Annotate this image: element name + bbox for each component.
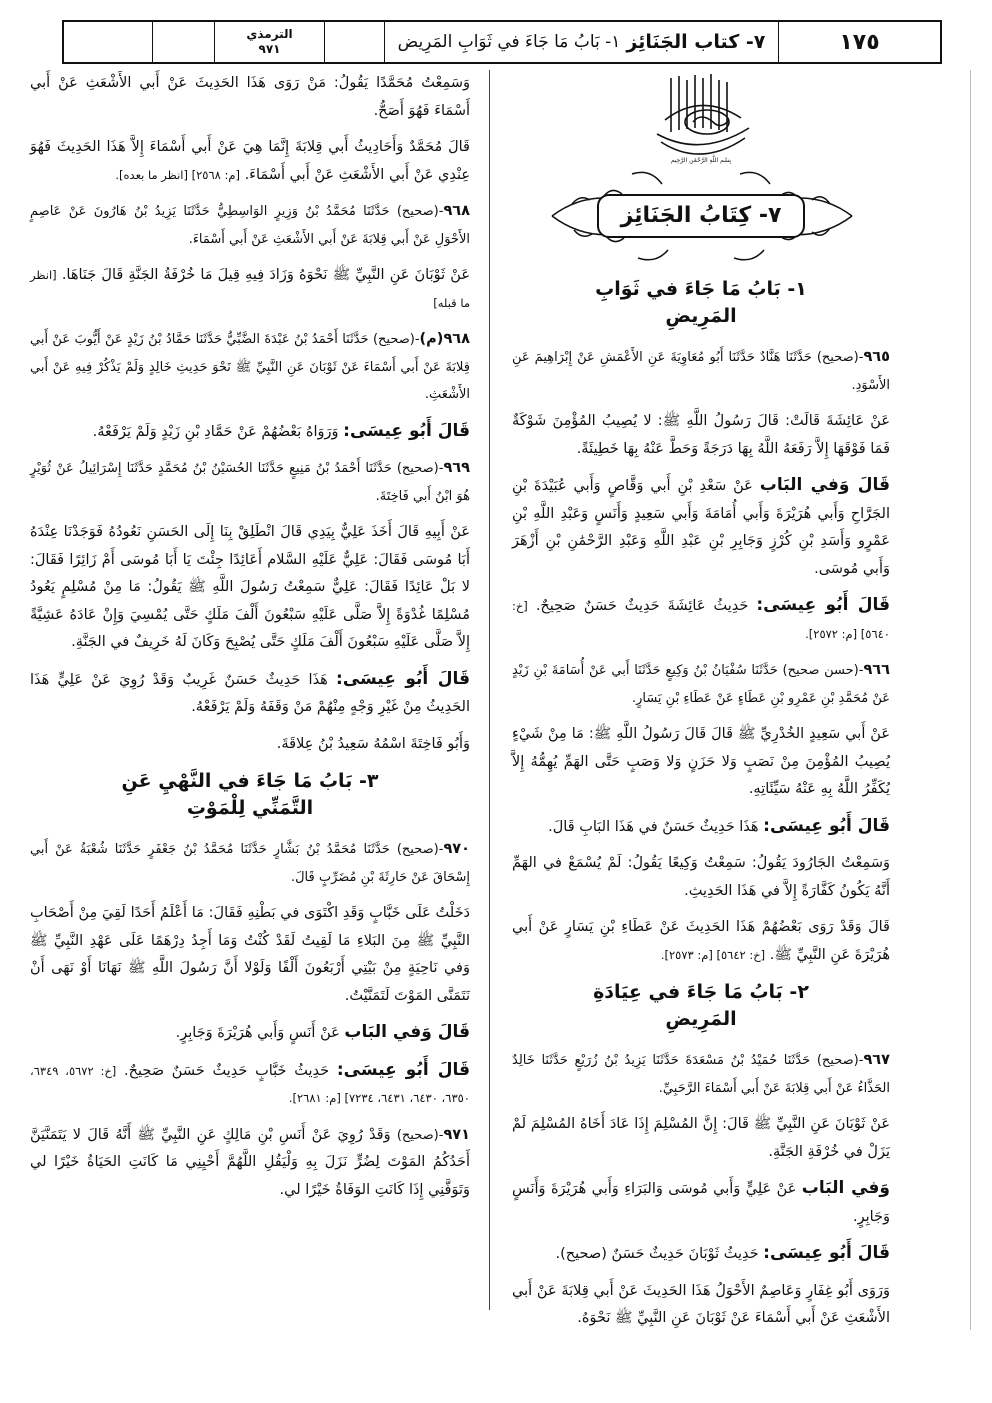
page-header <box>62 20 942 64</box>
reference-label: الترمذي <box>246 27 293 41</box>
chapter-heading-3 <box>30 768 470 822</box>
hadith-isnad: حَدَّثَنَا سُفْيَانُ بْنُ وَكِيعٍ حَدَّثَنَا أَبي عَنْ أُسَامَةَ بْنِ زَيْدٍ عَنْ مُحَمَّدِ بْنِ عَمْرِو بْنِ عَطَاءٍ عَنْ عَطَاءِ بْنِ يَسَارٍ. <box>512 663 890 706</box>
takhrij-ref: [خ: ٥٦٤٠] [م: ٢٥٧٢]. <box>512 599 890 641</box>
abu-isa-text: هَذَا حَدِيثٌ حَسَنٌ في هَذَا البَابِ قَالَ. <box>548 818 764 835</box>
abu-isa-label: قَالَ أَبُو عِيسَى: <box>336 1059 470 1080</box>
abu-isa-label: قَالَ أَبُو عِيسَى: <box>343 420 470 441</box>
rawa-text: قَالَ وَقَدْ رَوَى بَعْضُهُمْ هَذَا الحَدِيثَ عَنْ عَطَاءِ بْنِ يَسَارٍ عَنْ أَبي هُرَيْرَةَ عَنِ النَّبِيِّ ﷺ. <box>512 919 890 963</box>
abu-isa-label: قَالَ أَبُو عِيسَى: <box>763 815 890 836</box>
chapter-heading-line: ٣- بَابُ مَا جَاءَ في النَّهْيِ عَنِ <box>121 770 379 792</box>
jarud-note: وَسَمِعْتُ الجَارُودَ يَقُولُ: سَمِعْتُ وَكِيعًا يَقُولُ: لَمْ يُسْمَعْ في الهَمِّ أَنَّهُ يَكُونُ كَفَّارَةً إِلاَّ في هَذَا الحَدِيثِ. <box>512 855 890 899</box>
hadith-grade: -(صحيح) <box>396 842 444 857</box>
abu-isa-label: قَالَ أَبُو عِيسَى: <box>336 668 470 689</box>
hadith-text: وَقَدْ رُوِيَ عَنْ أَنَسِ بْنِ مَالِكٍ عَنِ النَّبِيِّ ﷺ أَنَّهُ قَالَ لا يَتَمَنَّيَنَّ أَحَدُكُمُ المَوْتَ لِضُرٍّ نَزَلَ بِهِ وَلْيَقُلِ اللَّهُمَّ أَحْيِنِي مَا كَانَتِ الحَيَاةُ خَيْرًا لي وَتَوَفَّنِي إِذَا كَانَتِ الوَفَاةُ خَيْرًا لي. <box>30 1126 470 1198</box>
hadith-grade: -(صحيح) <box>396 204 444 219</box>
header-cell-blank <box>324 22 384 62</box>
left-column <box>30 70 470 1213</box>
hadith-matn: عَنْ عَائِشَةَ قَالَتْ: قَالَ رَسُولُ اللَّهِ ﷺ: لا يُصِيبُ المُؤْمِنَ شَوْكَةٌ فَمَا فَوْقَهَا إِلاَّ رَفَعَهُ اللَّهُ بِهَا دَرَجَةً وَحَطَّ عَنْهُ بِهَا خَطِيئَةً. <box>512 413 890 457</box>
chapter-heading-line: ٢- بَابُ مَا جَاءَ في عِيَادَةِ <box>593 981 809 1003</box>
chapter-heading-1 <box>512 276 890 330</box>
abu-isa-comment <box>512 813 890 842</box>
header-reference <box>214 22 324 62</box>
matn-text: عَنْ ثَوْبَانَ عَنِ النَّبِيِّ ﷺ نَحْوَهُ وَزَادَ فِيهِ قِيلَ مَا خُرْفَةُ الجَنَّةِ قَالَ جَنَاهَا. <box>61 267 470 283</box>
bab-text: عَنْ سَعْدِ بْنِ أَبي وَقَّاصٍ وَأَبي عُبَيْدَةَ بْنِ الجَرَّاحِ وَأَبي هُرَيْرَةَ وَأَبي أُمَامَةَ وَأَبي سَعِيدٍ وَأَنَسٍ وَعَبْدِ اللَّهِ بْنِ عَمْرٍو وَأَسَدِ بْنِ كُرْزٍ وَجَابِرِ بْنِ عَبْدِ اللَّهِ وَعَبْدِ الرَّحْمَٰنِ بْنِ أَزْهَرَ وَأَبي مُوسَى. <box>512 478 890 577</box>
basmala-calligraphy-icon <box>641 72 761 164</box>
bab-label: وَفي البَاب <box>801 1178 890 1198</box>
header-cell-blank <box>152 22 214 62</box>
hadith-971 <box>30 1122 470 1205</box>
kitab-title-frame <box>512 166 890 266</box>
reference-number: ٩٧١ <box>258 42 281 56</box>
fakhita-note: وَأَبُو فَاخِتَةَ اسْمُهُ سَعِيدُ بْنُ عِلاقَةَ. <box>276 735 470 752</box>
column-divider <box>489 70 490 1310</box>
bab-note <box>30 1019 470 1048</box>
takhrij-ref: [خ: ٥٦٧٢، ٦٣٤٩، ٦٣٥٠، ٦٤٣٠، ٦٤٣١، ٧٢٣٤] [م: ٢٦٨١]. <box>30 1063 470 1105</box>
hadith-970 <box>30 836 470 891</box>
bab-label: قَالَ وَفي البَاب <box>344 1022 470 1042</box>
right-column <box>512 70 890 1342</box>
hadith-number: ٩٦٨(م) <box>419 331 470 347</box>
muhammad-note-2 <box>30 134 470 189</box>
kitab-title: ٧- كِتَابُ الجَنَائِز <box>597 194 806 238</box>
hadith-968m <box>30 326 470 409</box>
takhrij-ref: [خ: ٥٦٤٢] [م: ٢٥٧٣]. <box>660 947 766 962</box>
hadith-grade: -(صحيح) <box>816 350 864 365</box>
hadith-number: ٩٦٦ <box>863 662 890 678</box>
hadith-number: ٩٦٩ <box>443 460 470 476</box>
muhammad-note: وَسَمِعْتُ مُحَمَّدًا يَقُولُ: مَنْ رَوَى هَذَا الحَدِيثَ عَنْ أَبي الأَشْعَثِ عَنْ أَبي أَسْمَاءَ فَهُوَ أَصَحُّ. <box>30 75 470 119</box>
abu-isa-comment <box>30 418 470 447</box>
chapter-heading-line: المَرِيضِ <box>665 1008 737 1030</box>
bab-text: عَنْ أَنَسٍ وَأَبي هُرَيْرَةَ وَجَابِرٍ. <box>175 1025 345 1041</box>
hadith-grade: -(صحيح) <box>396 461 444 476</box>
hadith-number: ٩٦٥ <box>863 349 890 365</box>
rawa-note <box>512 914 890 969</box>
hadith-matn: عَنْ ثَوْبَانَ عَنِ النَّبِيِّ ﷺ قَالَ: إِنَّ المُسْلِمَ إِذَا عَادَ أَخَاهُ المُسْلِمَ لَمْ يَزَلْ في خُرْفَةِ الجَنَّةِ. <box>512 1116 890 1160</box>
abu-ghifar-note: وَرَوَى أَبُو غِفَارٍ وَعَاصِمٌ الأَحْوَلُ هَذَا الحَدِيثَ عَنْ أَبي قِلابَةَ عَنْ أَبي الأَشْعَثِ عَنْ أَبي أَسْمَاءَ عَنْ ثَوْبَانَ عَنِ النَّبِيِّ ﷺ نَحْوَهُ. <box>512 1282 890 1326</box>
hadith-matn: عَنْ أَبي سَعِيدٍ الخُدْرِيِّ ﷺ قَالَ قَالَ رَسُولُ اللَّهِ ﷺ: مَا مِنْ شَيْءٍ يُصِيبُ المُؤْمِنَ مِنْ نَصَبٍ وَلا حَزَنٍ وَلا وَصَبٍ حَتَّى الهَمِّ يُهِمُّهُ إِلاَّ يُكَفِّرُ اللَّهُ بِهِ عَنْهُ سَيِّئَاتِهِ. <box>512 726 890 797</box>
bab-text: عَنْ عَلِيٍّ وَأَبي مُوسَى وَالبَرَاءِ وَأَبي هُرَيْرَةَ وَأَنَسٍ وَجَابِرٍ. <box>512 1181 890 1225</box>
chapter-heading-line: التَّمَنِّي لِلْمَوْتِ <box>186 797 314 819</box>
basmala-emblem <box>512 70 890 166</box>
hadith-966 <box>512 657 890 712</box>
hadith-matn: دَخَلْتُ عَلَى خَبَّابٍ وَقَدِ اكْتَوَى في بَطْنِهِ فَقَالَ: مَا أَعْلَمُ أَحَدًا لَقِيَ مِنْ أَصْحَابِ النَّبِيِّ ﷺ مِنَ البَلاءِ مَا لَقِيتُ لَقَدْ كُنْتُ وَمَا أَجِدُ دِرْهَمًا عَلَى عَهْدِ النَّبِيِّ ﷺ وَفي نَاحِيَةٍ مِنْ بَيْتِي أَرْبَعُونَ أَلْفًا وَلَوْلا أَنَّ رَسُولَ اللَّهِ ﷺ نَهَانَا أَوْ نَهَى أَنْ نَتَمَنَّى المَوْتَ لَتَمَنَّيْتُ. <box>30 905 470 1004</box>
running-title <box>384 22 778 62</box>
abu-isa-text: حَدِيثُ ثَوْبَانَ حَدِيثٌ حَسَنٌ (صحيح). <box>555 1246 764 1262</box>
svg-text:بِسْمِ اللَّهِ الرَّحْمَٰنِ ال: بِسْمِ اللَّهِ الرَّحْمَٰنِ الرَّحِيمِ <box>670 157 732 164</box>
hadith-isnad: حَدَّثَنَا هَنَّادٌ حَدَّثَنَا أَبُو مُعَاوِيَةَ عَنِ الأَعْمَشِ عَنْ إِبْرَاهِيمَ عَنِ الأَسْوَدِ. <box>512 350 890 393</box>
hadith-isnad: حَدَّثَنَا أَحْمَدُ بْنُ مَنِيعٍ حَدَّثَنَا الحُسَيْنُ بْنُ مُحَمَّدٍ حَدَّثَنَا إِسْرَائِيلُ عَنْ ثُوَيْرٍ هُوَ ابْنُ أَبي فَاخِتَةَ. <box>30 461 470 504</box>
hadith-number: ٩٦٧ <box>863 1052 890 1068</box>
hadith-matn: عَنْ أَبِيهِ قَالَ أَخَذَ عَلِيٌّ بِيَدِي قَالَ انْطَلِقْ بِنَا إِلَى الحَسَنِ نَعُودُهُ فَوَجَدْنَا عِنْدَهُ أَبَا مُوسَى فَقَالَ: عَلِيٌّ عَلَيْهِ السَّلام أَعَائِدًا جِئْتَ يَا أَبَا مُوسَى أَمْ زَائِرًا فَقَالَ: لا بَلْ عَائِدًا فَقَالَ: عَلِيٌّ سَمِعْتُ رَسُولَ اللَّهِ ﷺ يَقُولُ: مَا مِنْ مُسْلِمٍ يَعُودُ مُسْلِمًا غُدْوَةً إِلاَّ صَلَّى عَلَيْهِ سَبْعُونَ أَلْفَ مَلَكٍ حَتَّى يُمْسِيَ وَإِنْ عَادَهُ عَشِيَّةً إِلاَّ صَلَّى عَلَيْهِ سَبْعُونَ أَلْفَ مَلَكٍ حَتَّى يُصْبِحَ وَكَانَ لَهُ خَرِيفٌ في الجَنَّةِ. <box>30 524 470 650</box>
header-cell-blank <box>64 22 152 62</box>
hadith-isnad: حَدَّثَنَا مُحَمَّدُ بْنُ وَزِيرٍ الوَاسِطِيُّ حَدَّثَنَا يَزِيدُ بْنُ هَارُونَ عَنْ عَاصِمٍ الأَحْوَلِ عَنْ أَبي قِلابَةَ عَنْ أَبي الأَشْعَثِ عَنْ أَبي أَسْمَاءَ. <box>30 204 470 247</box>
abu-isa-comment <box>512 1240 890 1269</box>
abu-isa-text: حَدِيثُ خَبَّابٍ حَدِيثٌ حَسَنٌ صَحِيحٌ. <box>124 1062 337 1079</box>
hadith-number: ٩٦٨ <box>443 203 470 219</box>
takhrij-ref: [انظر ما قبله] <box>30 268 470 310</box>
abu-isa-comment <box>30 666 470 722</box>
hadith-965 <box>512 344 890 399</box>
hadith-number: ٩٧١ <box>443 1126 470 1143</box>
abu-isa-comment <box>30 1057 470 1113</box>
bab-label: قَالَ وَفي البَاب <box>759 475 890 495</box>
page-number: ١٧٥ <box>778 22 940 62</box>
hadith-isnad: حَدَّثَنَا مُحَمَّدُ بْنُ بَشَّارٍ حَدَّثَنَا مُحَمَّدُ بْنُ جَعْفَرٍ حَدَّثَنَا شُعْبَةُ عَنْ أَبي إِسْحَاقَ عَنْ حَارِثَةَ بْنِ مُضَرِّبٍ قَالَ. <box>30 842 470 885</box>
note-text: قَالَ مُحَمَّدٌ وَأَحَادِيثُ أَبي قِلابَةَ إِنَّمَا هِيَ عَنْ أَبي أَسْمَاءَ إِلاَّ هَذَا الحَدِيثَ فَهُوَ عِنْدِي عَنْ أَبي الأَشْعَثِ عَنْ أَبي أَسْمَاءَ. <box>30 139 470 183</box>
bab-note <box>512 1175 890 1231</box>
hadith-grade: -(حسن صحيح) <box>782 663 864 678</box>
abu-isa-label: قَالَ أَبُو عِيسَى: <box>756 595 890 615</box>
abu-isa-text: وَرَوَاهُ بَعْضُهُمْ عَنْ حَمَّادِ بْنِ زَيْدٍ وَلَمْ يَرْفَعْهُ. <box>92 423 344 440</box>
hadith-967 <box>512 1047 890 1102</box>
hadith-matn <box>30 262 470 317</box>
hadith-grade: -(صحيح) <box>372 332 420 347</box>
abu-isa-label: قَالَ أَبُو عِيسَى: <box>763 1243 890 1263</box>
abu-isa-comment <box>512 592 890 648</box>
takhrij-ref: [م: ٢٥٦٨] [انظر ما بعده]. <box>115 167 240 182</box>
hadith-969 <box>30 455 470 510</box>
chapter-heading-line: ١- بَابُ مَا جَاءَ في ثَوَابِ <box>595 278 807 300</box>
hadith-number: ٩٧٠ <box>443 841 470 857</box>
bab-note <box>512 472 890 583</box>
chapter-heading-2 <box>512 979 890 1033</box>
abu-isa-text: هَذَا حَدِيثٌ حَسَنٌ غَرِيبٌ وَقَدْ رُوِيَ عَنْ عَلِيٍّ هَذَا الحَدِيثُ مِنْ غَيْرِ وَجْهٍ مِنْهُمْ مَنْ وَقَفَهُ وَلَمْ يَرْفَعْهُ. <box>30 671 470 715</box>
hadith-grade: -(صحيح) <box>396 1127 444 1143</box>
book-title: ٧- كتاب الجَنَائِز <box>626 31 766 53</box>
hadith-isnad: حَدَّثَنَا أَحْمَدُ بْنُ عَبْدَةَ الضَّبِّيُّ حَدَّثَنَا حَمَّادُ بْنُ زَيْدٍ عَنْ أَيُّوبَ عَنْ أَبي قِلابَةَ عَنْ أَبي أَسْمَاءَ عَنْ ثَوْبَانَ عَنِ النَّبِيِّ ﷺ نَحْوَ حَدِيثِ خَالِدٍ وَلَمْ يَذْكُرْ فِيهِ عَنْ أَبي الأَشْعَثِ. <box>30 332 470 402</box>
chapter-title: ١- بَابُ مَا جَاءَ في ثَوَابِ المَرِيض <box>397 32 621 52</box>
chapter-heading-line: المَرِيضِ <box>665 305 737 327</box>
page-edge-line <box>970 70 971 1330</box>
hadith-grade: -(صحيح) <box>816 1053 864 1068</box>
abu-isa-text: حَدِيثُ عَائِشَةَ حَدِيثٌ حَسَنٌ صَحِيحٌ. <box>535 598 757 614</box>
hadith-968 <box>30 198 470 253</box>
hadith-isnad: حَدَّثَنَا حُمَيْدُ بْنُ مَسْعَدَةَ حَدَّثَنَا يَزِيدُ بْنُ زُرَيْعٍ حَدَّثَنَا خَالِدٌ الحَذَّاءُ عَنْ أَبي قِلابَةَ عَنْ أَبي أَسْمَاءَ الرَّحَبِيِّ. <box>512 1053 890 1096</box>
